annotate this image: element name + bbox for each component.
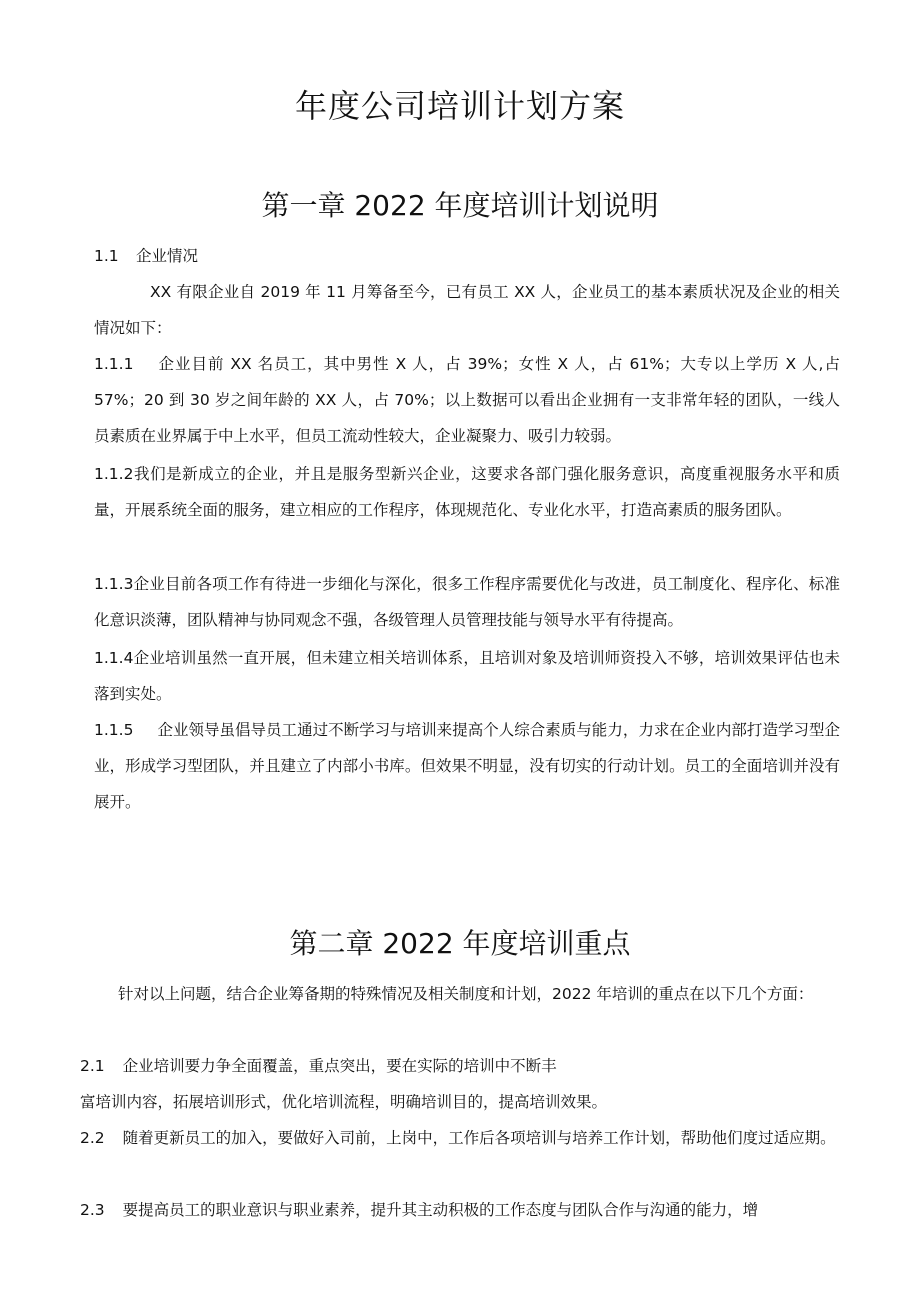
item-2-1-continuation: 富培训内容，拓展培训形式，优化培训流程，明确培训目的，提高培训效果。 xyxy=(80,1093,608,1111)
item-text: 我们是新成立的企业，并且是服务型新兴企业，这要求各部门强化服务意识，高度重视服务水平和质量，开展系统全面的服务，建立相应的工作程序，体现规范化、专业化水平，打造高素质的服务团队。 xyxy=(94,465,840,519)
document-title: 年度公司培训计划方案 xyxy=(294,87,625,125)
item-text: 企业培训虽然一直开展，但未建立相关培训体系，且培训对象及培训师资投入不够，培训效果评估也未落到实处。 xyxy=(94,649,840,703)
item-text: 企业培训要力争全面覆盖，重点突出，要在实际的培训中不断丰 xyxy=(122,1057,557,1075)
item-text: 要提高员工的职业意识与职业素养，提升其主动积极的工作态度与团队合作与沟通的能力，增 xyxy=(122,1201,759,1219)
item-text: 随着更新员工的加入，要做好入司前，上岗中，工作后各项培训与培养工作计划，帮助他们度过适应期。 xyxy=(122,1129,836,1147)
item-1-1-5 xyxy=(94,712,840,820)
section-number: 1.1 xyxy=(94,247,119,265)
item-text: 企业领导虽倡导员工通过不断学习与培训来提高个人综合素质与能力，力求在企业内部打造学习型企业，形成学习型团队，并且建立了内部小书库。但效果不明显，没有切实的行动计划。员工的全面培训并没有展开。 xyxy=(94,721,840,811)
chapter-2-intro: 针对以上问题，结合企业筹备期的特殊情况及相关制度和计划，2022 年培训的重点在以下几个方面： xyxy=(118,985,814,1003)
item-number: 2.1 xyxy=(80,1057,105,1075)
section-1-1-heading xyxy=(94,238,198,274)
item-number: 1.1.4 xyxy=(94,649,134,667)
item-number: 1.1.5 xyxy=(94,721,134,739)
item-text: 企业目前 XX 名员工，其中男性 X 人，占 39%；女性 X 人，占 61%；大专以上学历 X 人,占 57%；20 到 30 岁之间年龄的 XX 人，占 70%；以上数据可以看出企业拥有一支非常年轻的团队，一线人员素质在业界属于中上水平，但员工流动性较大，企业凝聚力、吸引力较弱。 xyxy=(94,355,840,445)
item-number: 1.1.1 xyxy=(94,355,134,373)
section-title: 企业情况 xyxy=(136,247,199,265)
item-number: 2.2 xyxy=(80,1129,105,1147)
item-2-1 xyxy=(80,1048,840,1084)
chapter-1-intro: XX 有限企业自 2019 年 11 月筹备至今，已有员工 XX 人，企业员工的基本素质状况及企业的相关情况如下： xyxy=(94,283,840,337)
item-number: 2.3 xyxy=(80,1201,105,1219)
item-number: 1.1.3 xyxy=(94,575,134,593)
chapter-1-heading: 第一章 2022 年度培训计划说明 xyxy=(261,189,659,222)
item-1-1-1 xyxy=(94,346,840,454)
item-number: 1.1.2 xyxy=(94,465,134,483)
item-1-1-2 xyxy=(94,456,840,528)
item-2-3 xyxy=(80,1192,840,1228)
item-1-1-4 xyxy=(94,640,840,712)
chapter-2-heading: 第二章 2022 年度培训重点 xyxy=(289,927,631,960)
item-1-1-3 xyxy=(94,566,840,638)
item-text: 企业目前各项工作有待进一步细化与深化，很多工作程序需要优化与改进，员工制度化、程序化、标准化意识淡薄，团队精神与协同观念不强，各级管理人员管理技能与领导水平有待提高。 xyxy=(94,575,840,629)
item-2-2 xyxy=(80,1120,840,1156)
